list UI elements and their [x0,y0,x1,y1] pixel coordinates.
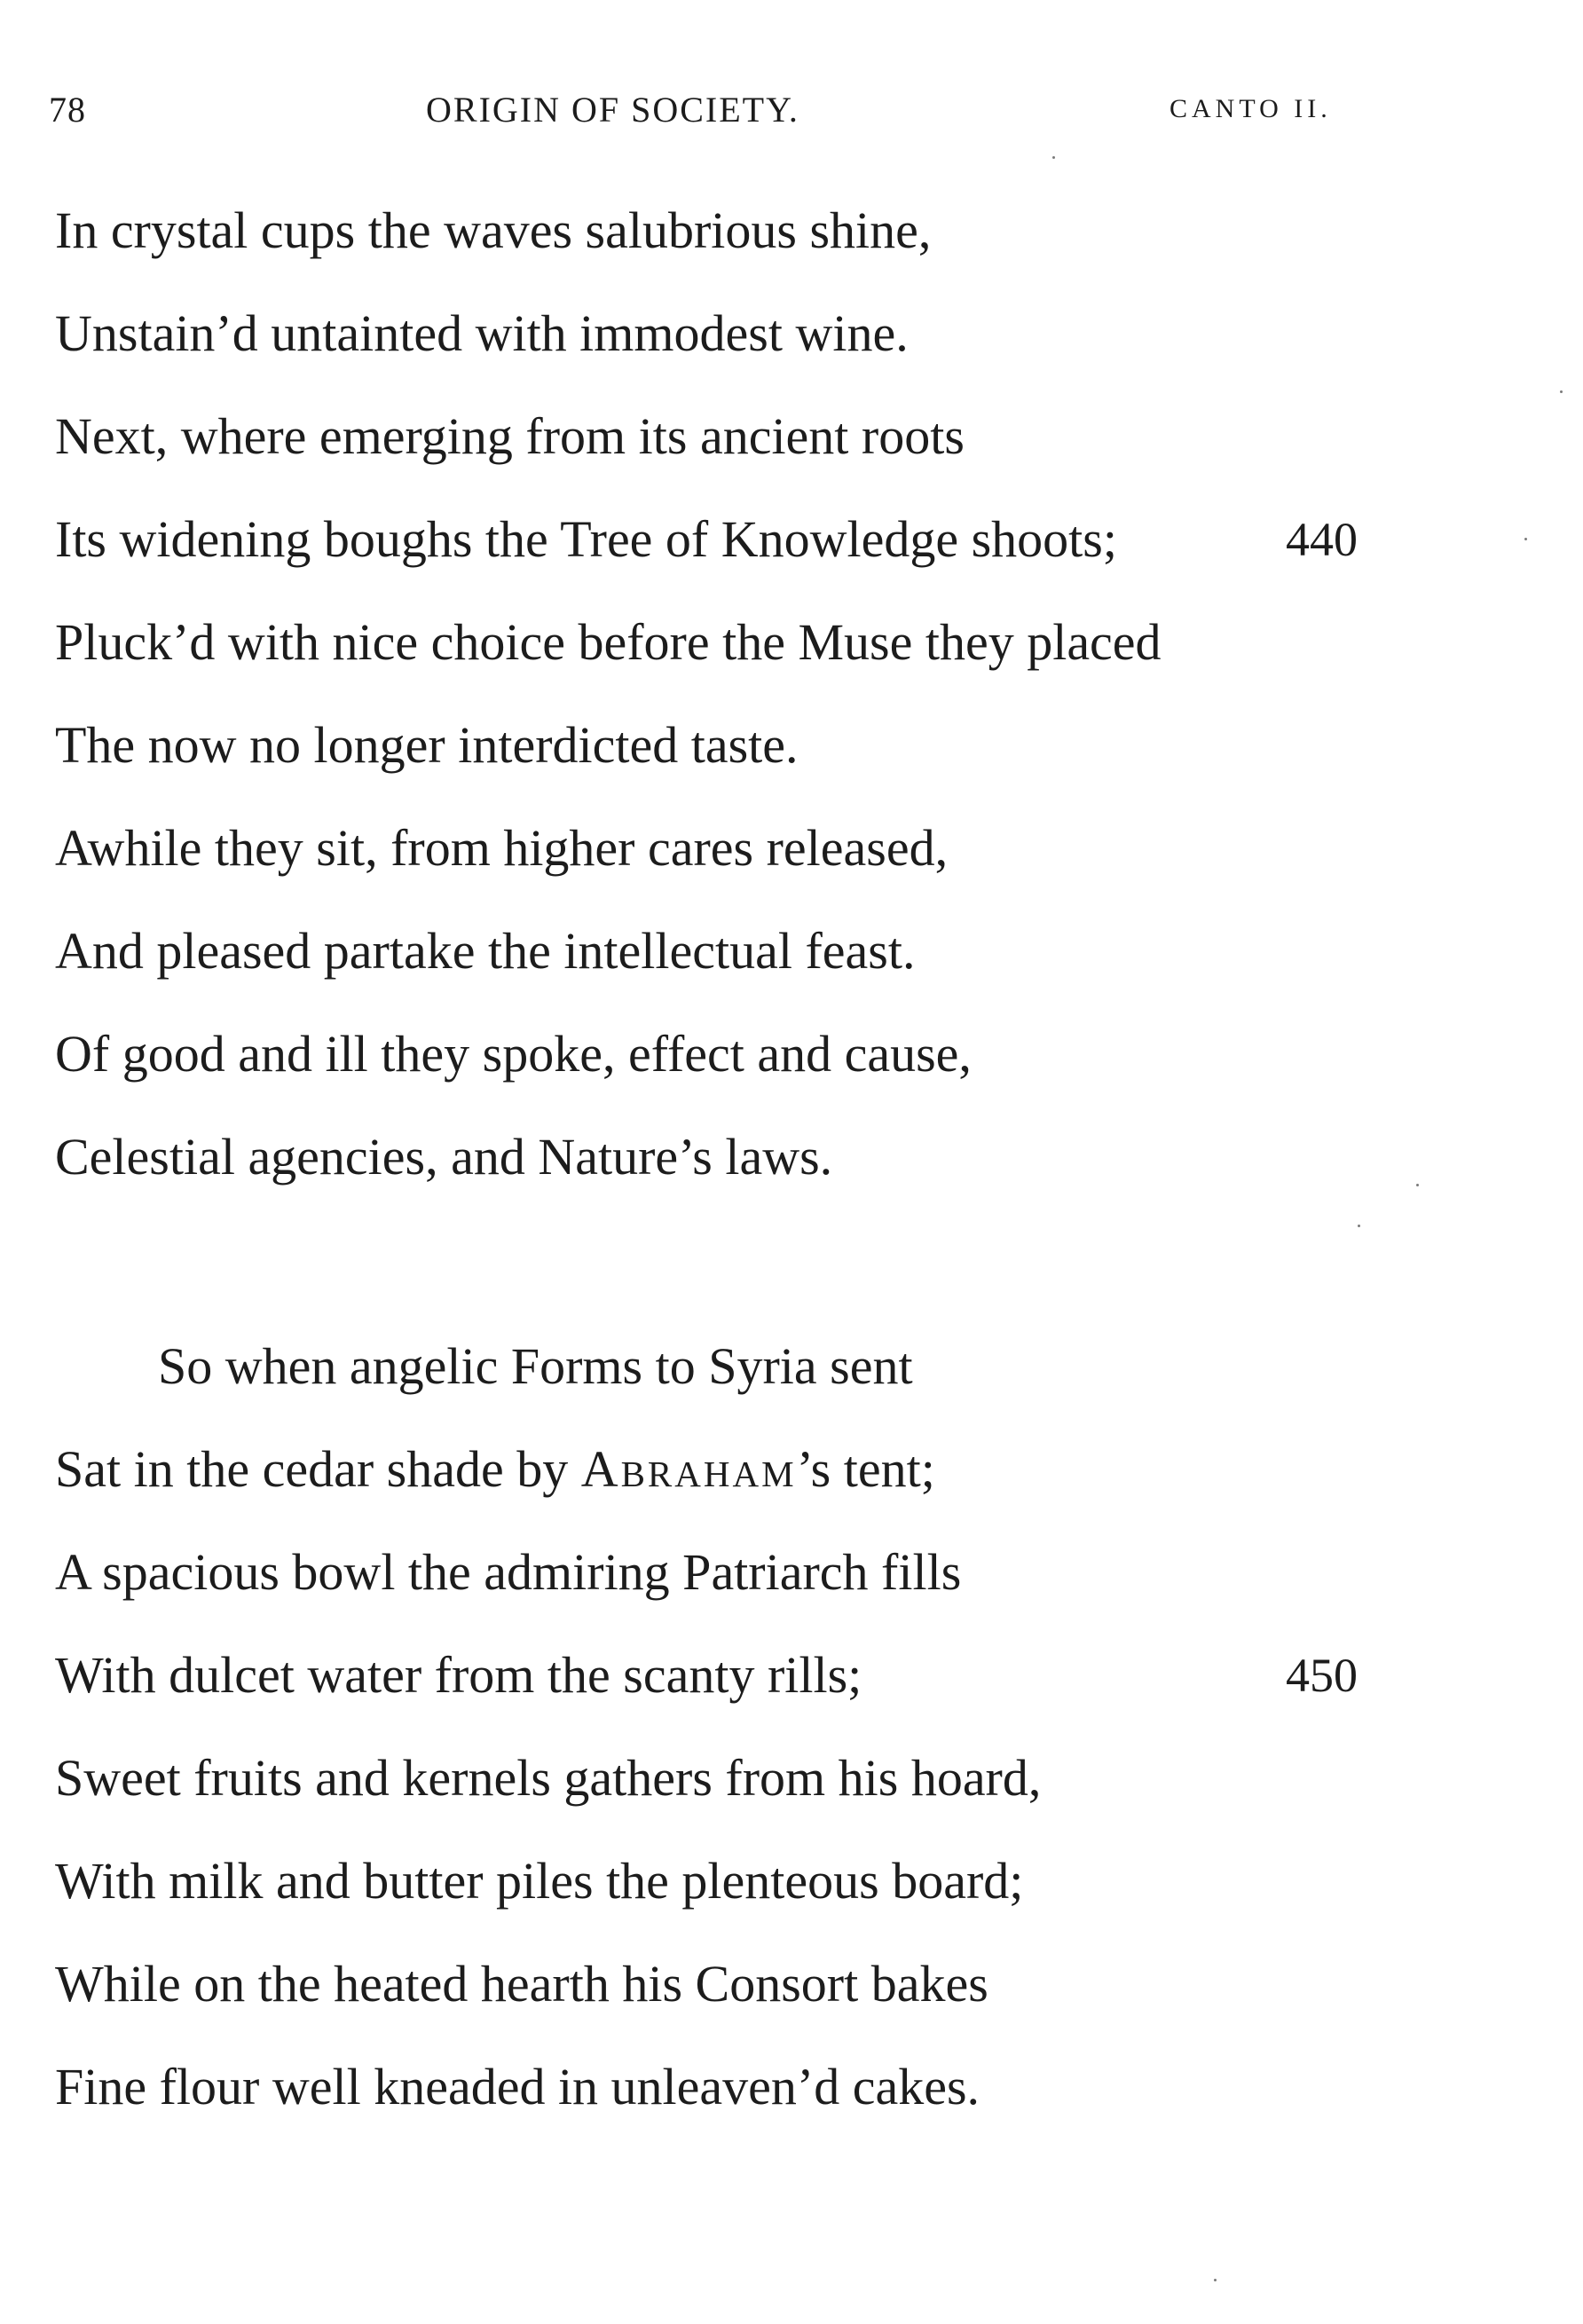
verse-line [55,1019,1386,1090]
verse-line [55,916,1386,987]
canto-label: CANTO II. [1170,94,1332,123]
verse-line [55,401,1386,472]
verse-text: Its widening boughs the Tree of Knowledge shoots; [55,510,1117,568]
paper-speck [1214,2279,1217,2281]
verse-line [55,1949,1386,2020]
verse-text: Celestial agencies, and Nature’s laws. [55,1128,833,1186]
verse-line [55,813,1386,884]
verse-line [55,298,1386,369]
verse-line [55,1537,1386,1608]
verse-line [55,710,1386,781]
verse-text: The now no longer interdicted taste. [55,716,799,774]
verse-line [55,1743,1386,1814]
line-number: 440 [1286,513,1358,566]
verse-text: Unstain’d untainted with immodest wine. [55,304,909,362]
verse-text: And pleased partake the intellectual feast. [55,922,916,980]
verse-line [55,1434,1386,1505]
paper-speck [1052,156,1055,159]
page-number: 78 [49,90,86,130]
verse-text: With milk and butter piles the plenteous board; [55,1852,1024,1910]
verse-text: With dulcet water from the scanty rills; [55,1646,862,1704]
verse-text: A spacious bowl the admiring Patriarch fills [55,1543,962,1601]
verse-text-after: ’s tent; [796,1440,935,1498]
verse-text: Sweet fruits and kernels gathers from his hoard, [55,1749,1042,1807]
verse-line [55,1331,1386,1402]
verse-text: Pluck’d with nice choice before the Muse they placed [55,613,1162,671]
paper-speck [1524,538,1527,540]
verse-line [55,1846,1386,1917]
verse-text: Fine flour well kneaded in unleaven’d cakes. [55,2058,981,2115]
verse-line [55,1640,1386,1711]
verse-line [55,2052,1386,2123]
name-abraham: Abraham [580,1440,797,1498]
verse-line [55,504,1386,575]
verse-text: Awhile they sit, from higher cares released, [55,819,949,877]
verse-text: So when angelic Forms to Syria sent [158,1337,913,1395]
paper-speck [1560,390,1563,393]
paper-speck [1358,1225,1360,1227]
verse-line [55,1122,1386,1193]
page-header [0,89,1583,142]
verse-text: Next, where emerging from its ancient roots [55,407,965,465]
verse-text: Of good and ill they spoke, effect and cause, [55,1025,972,1083]
verse-text: In crystal cups the waves salubrious shine, [55,201,932,259]
running-title: ORIGIN OF SOCIETY. [426,90,799,130]
paper-speck [1416,1184,1419,1186]
verse-text [55,1434,935,1505]
line-number: 450 [1286,1649,1358,1702]
verse-text: While on the heated hearth his Consort bakes [55,1955,988,2013]
verse-text-before: Sat in the cedar shade by [55,1440,581,1498]
verse-line [55,195,1386,266]
verse-line [55,607,1386,678]
